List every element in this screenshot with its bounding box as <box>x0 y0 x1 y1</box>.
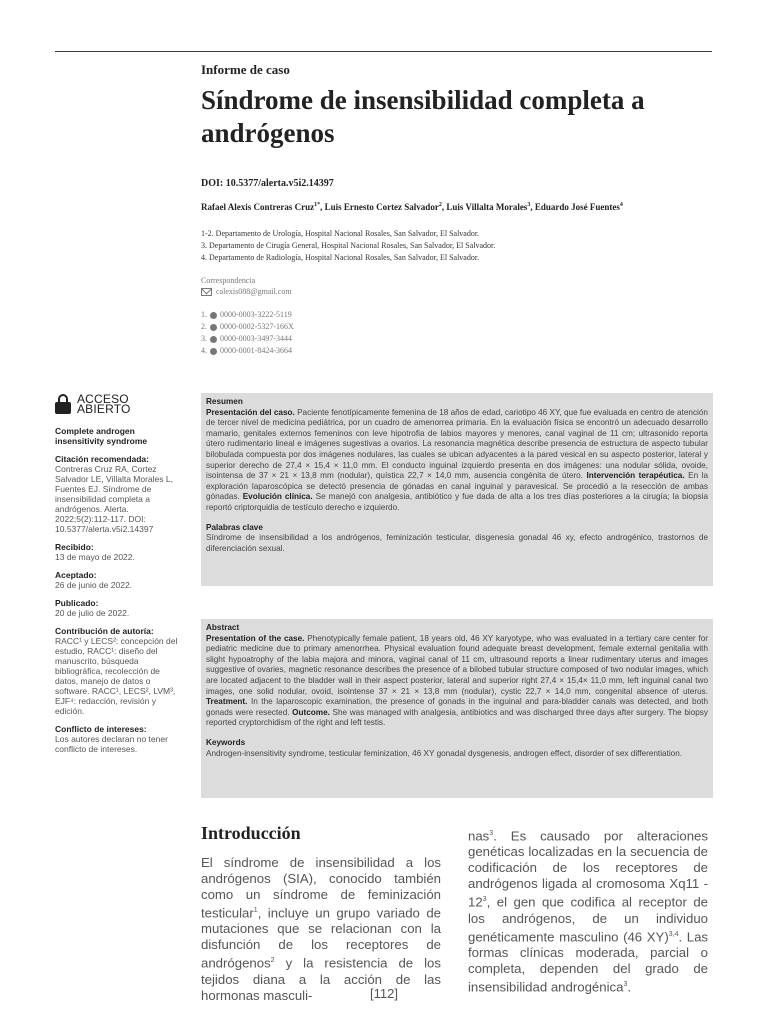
intro-text: , el gen que codifica al receptor de los andrógenos, de un individuo genéticamente masculino (46 XY) <box>468 894 708 945</box>
affiliation: 4. Departamento de Radiología, Hospital Nacional Rosales, San Salvador, El Salvador. <box>201 253 480 262</box>
intro-heading: Introducción <box>201 823 301 843</box>
page-number: [112] <box>370 986 398 1001</box>
orcid-id[interactable]: 0000-0002-5327-166X <box>220 322 294 331</box>
orcid-num: 1. <box>201 310 207 319</box>
author-sup: 1* <box>314 202 321 208</box>
intro-text: . Las formas clínicas moderada, parcial o completa, dependen del grado de insensibilidad androgénica <box>468 929 708 995</box>
accepted-heading: Aceptado: <box>55 570 97 580</box>
open-access-badge <box>55 394 185 414</box>
citation-sup[interactable]: 3 <box>482 896 487 904</box>
section-label: Informe de caso <box>201 62 290 77</box>
english-keywords-text: Androgen-insensitivity syndrome, testicular feminization, 46 XY gonadal dysgenesis, androgen effect, disorder of sex differentiation. <box>206 748 683 758</box>
resumen-evolution-text: Se manejó con analgesia, antibiótico y fue dada de alta a los tres días posteriores a la cirugía; la biopsia reportó criptorquidia de testículo derecho e izquierdo. <box>206 492 708 512</box>
orcid-id[interactable]: 0000-0003-3222-5119 <box>220 310 292 319</box>
correspondence-label: Correspondencia <box>201 276 256 285</box>
top-rule <box>55 51 712 52</box>
affiliations <box>201 228 495 264</box>
author-name: Luis Ernesto Cortez Salvador <box>324 202 439 212</box>
orcid-item[interactable] <box>201 333 294 345</box>
citation-sup[interactable]: 1 <box>253 907 258 914</box>
citation-sup[interactable]: 3 <box>623 981 628 989</box>
citation-sup[interactable]: 3 <box>489 830 494 837</box>
resumen-label-case: Presentación del caso. <box>206 407 295 417</box>
orcid-list <box>201 309 294 357</box>
email-text[interactable]: calexis088@gmail.com <box>216 287 292 296</box>
abstract-label-case: Presentation of the case. <box>206 633 305 643</box>
intro-text: El síndrome de insensibilidad a los andrógenos (SIA), conocido también como un síndrome de feminización testicular <box>201 855 441 921</box>
envelope-icon <box>201 288 212 296</box>
conflict-text: Los autores declaran no tener conflicto de intereses. <box>55 734 168 754</box>
citation-sup[interactable]: 2 <box>270 957 275 965</box>
english-title: Complete androgen insensitivity syndrome <box>55 426 148 446</box>
conflict-heading: Conflicto de intereses: <box>55 724 147 734</box>
correspondence-email[interactable] <box>201 287 292 296</box>
orcid-item[interactable] <box>201 309 294 321</box>
abstract-outcome-text: She was managed with analgesia, antibiotics and was discharged three days after surgery. The biopsy reported cryptorchidism of the right and left testis. <box>206 707 708 728</box>
intro-text: , incluye un grupo variado de mutaciones que se relacionan con la disfunción de los receptores de andrógenos <box>201 905 441 971</box>
intro-column-1 <box>201 855 441 1004</box>
author-name: Luis Villalta Morales <box>446 202 528 212</box>
published-date: 20 de julio de 2022. <box>55 608 130 618</box>
resumen-label-intervention: Intervención terapéutica. <box>586 471 685 481</box>
received-date: 13 de mayo de 2022. <box>55 552 135 562</box>
orcid-id[interactable]: 0000-0003-3497-3444 <box>220 334 292 343</box>
intro-text: . Es causado por alteraciones genéticas localizadas en la secuencia de codificación de los receptores de andrógenos ligada al cromosoma Xq11 - 12 <box>468 828 708 910</box>
orcid-num: 2. <box>201 322 207 331</box>
author-list: Rafael Alexis Contreras Cruz$^{1*}$, Luis Ernesto Cortez Salvador$^2$, Luis Villalta Morales$^3$, Eduardo José Fuentes$^4$ <box>201 202 623 212</box>
resumen-heading: Resumen <box>206 397 243 406</box>
intro-text: nas <box>468 828 490 844</box>
affiliation: 3. Departamento de Cirugía General, Hospital Nacional Rosales, San Salvador, El Salvador. <box>201 241 496 250</box>
abstract-label-outcome: Outcome. <box>292 707 330 717</box>
doi[interactable]: DOI: 10.5377/alerta.v5i2.14397 <box>201 178 334 189</box>
citation-text: Contreras Cruz RA, Cortez Salvador LE, Villalta Morales L, Fuentes EJ. Síndrome de insensibilidad completa a andrógenos. Alerta. 2022;5(2):112-117. DOI: 10.5377/alerta.v5i2.14397 <box>55 464 173 534</box>
accepted-date: 26 de junio de 2022. <box>55 580 133 590</box>
orcid-icon <box>210 348 217 355</box>
abstract-label-treatment: Treatment. <box>206 697 248 707</box>
open-access-label: ACCESO ABIERTO <box>76 392 131 416</box>
resumen-label-evolution: Evolución clínica. <box>242 492 313 502</box>
english-keywords-heading: Keywords <box>206 737 246 747</box>
citation-heading: Citación recomendada: <box>55 454 149 464</box>
author-name: Eduardo José Fuentes <box>534 202 620 212</box>
keywords-text: Síndrome de insensibilidad a los andrógenos, feminización testicular, disgenesia gonadal 46 xy, efecto androgénico, trastornos de diferenciación sexual. <box>206 533 708 553</box>
article-sidebar <box>55 394 185 754</box>
abstract-treatment-text: In the laparoscopic examination, the presence of gonads in the inguinal and para-bladder canals was detected, and both gonads were resected. <box>206 697 708 717</box>
orcid-num: 3. <box>201 334 207 343</box>
resumen-text <box>206 408 708 514</box>
affiliation: 1-2. Departamento de Urología, Hospital Nacional Rosales, San Salvador, El Salvador. <box>201 229 480 238</box>
orcid-icon <box>210 324 217 331</box>
resumen-case-text: Paciente fenotípicamente femenina de 18 años de edad, cariotipo 46 XY, que fue evaluada en centro de atención de tercer nivel de medicina pediátrica, por un cuadro de amenorrea primaria. En la evaluación física se encontró un adecuado desarrollo mamario, genitales externos femeninos con leve hipotrofia de labios mayores y menores, canal vaginal de 11 cm; ultrasonido reporta útero rudimentario lineal e imágenes sugestivas a ovarios. La resonancia magnética describe presencia de estructura de aspecto tubular bilobulada compuesta por dos imágenes nodulares, las cuales se ubican adyacentes a la pared vesical en su aspecto posterior, lateral y superior derecho de 27,4 × 15,4 × 11,0 mm. El conducto inguinal izquierdo presenta en dos imágenes: una nodular sólida, ovoide, isointensa de 37 × 21 × 13,8 mm (nodular), quística 22,7 × 14,0 mm, ausencia congénita de útero. <box>206 407 708 481</box>
published-heading: Publicado: <box>55 598 99 608</box>
contribution-text: RACC¹ y LECS²: concepción del estudio, RACC¹: diseño del manuscrito, búsqueda bibliográfica, recolección de datos, manejo de datos o software. RACC¹, LECS², LVM³, EJF⁴: redacción, revisión y edición. <box>55 636 178 716</box>
keywords-heading: Palabras clave <box>206 522 263 532</box>
intro-column-2 <box>468 826 708 996</box>
citation-sup[interactable]: 3,4 <box>668 930 679 938</box>
orcid-id[interactable]: 0000-0001-8424-3664 <box>220 346 292 355</box>
abstract-text <box>206 634 708 729</box>
intro-text: y la resistencia de los tejidos diana a la acción de las hormonas masculi- <box>201 955 441 1003</box>
intro-text: . <box>627 979 632 995</box>
resumen-intervention-text: En la exploración laparoscópica se detectó presencia de gónadas en canal inguinal y paravesical. Se procedió a la resección de ambas gónadas. <box>206 471 708 502</box>
contribution-heading: Contribución de autoría: <box>55 626 154 636</box>
article-title: Síndrome de insensibilidad completa a andrógenos <box>201 85 645 148</box>
orcid-icon <box>210 312 217 319</box>
abstract-box <box>201 619 713 798</box>
orcid-item[interactable] <box>201 321 294 333</box>
author-name: Rafael Alexis Contreras Cruz <box>201 202 315 212</box>
abstract-case-text: Phenotypically female patient, 18 years old, 46 XY karyotype, who was evaluated in a tertiary care center for pediatric medicine due to primary amenorrhea. Physical evaluation found adequate breast development, female external genitalia with slight hypoatrophy of the labia majora and minora, vaginal canal of 11 cm, ultrasound reports a linear rudimentary uterus and images suggestive of ovaries, magnetic resonance describes the presence of a bilobed tubular structure composed of two nodular images, which are located adjacent to the bladder wall in their aspect posterior, lateral and superior right 27,4 × 15,4× 11,0 mm, left inguinal canal two images, one solid nodular, ovoid, isointense 37 × 21 × 13,8 mm (nodular), cystic 22,7 × 14,0 mm, congenital absence of uterus. <box>206 633 708 696</box>
open-lock-icon <box>55 394 71 414</box>
author-sup: 4 <box>619 202 623 208</box>
received-heading: Recibido: <box>55 542 94 552</box>
author-sup: 3 <box>527 202 531 208</box>
orcid-item[interactable] <box>201 345 294 357</box>
orcid-icon <box>210 336 217 343</box>
author-sup: 2 <box>438 202 442 208</box>
abstract-heading: Abstract <box>206 623 240 632</box>
resumen-box <box>201 393 713 586</box>
orcid-num: 4. <box>201 346 207 355</box>
